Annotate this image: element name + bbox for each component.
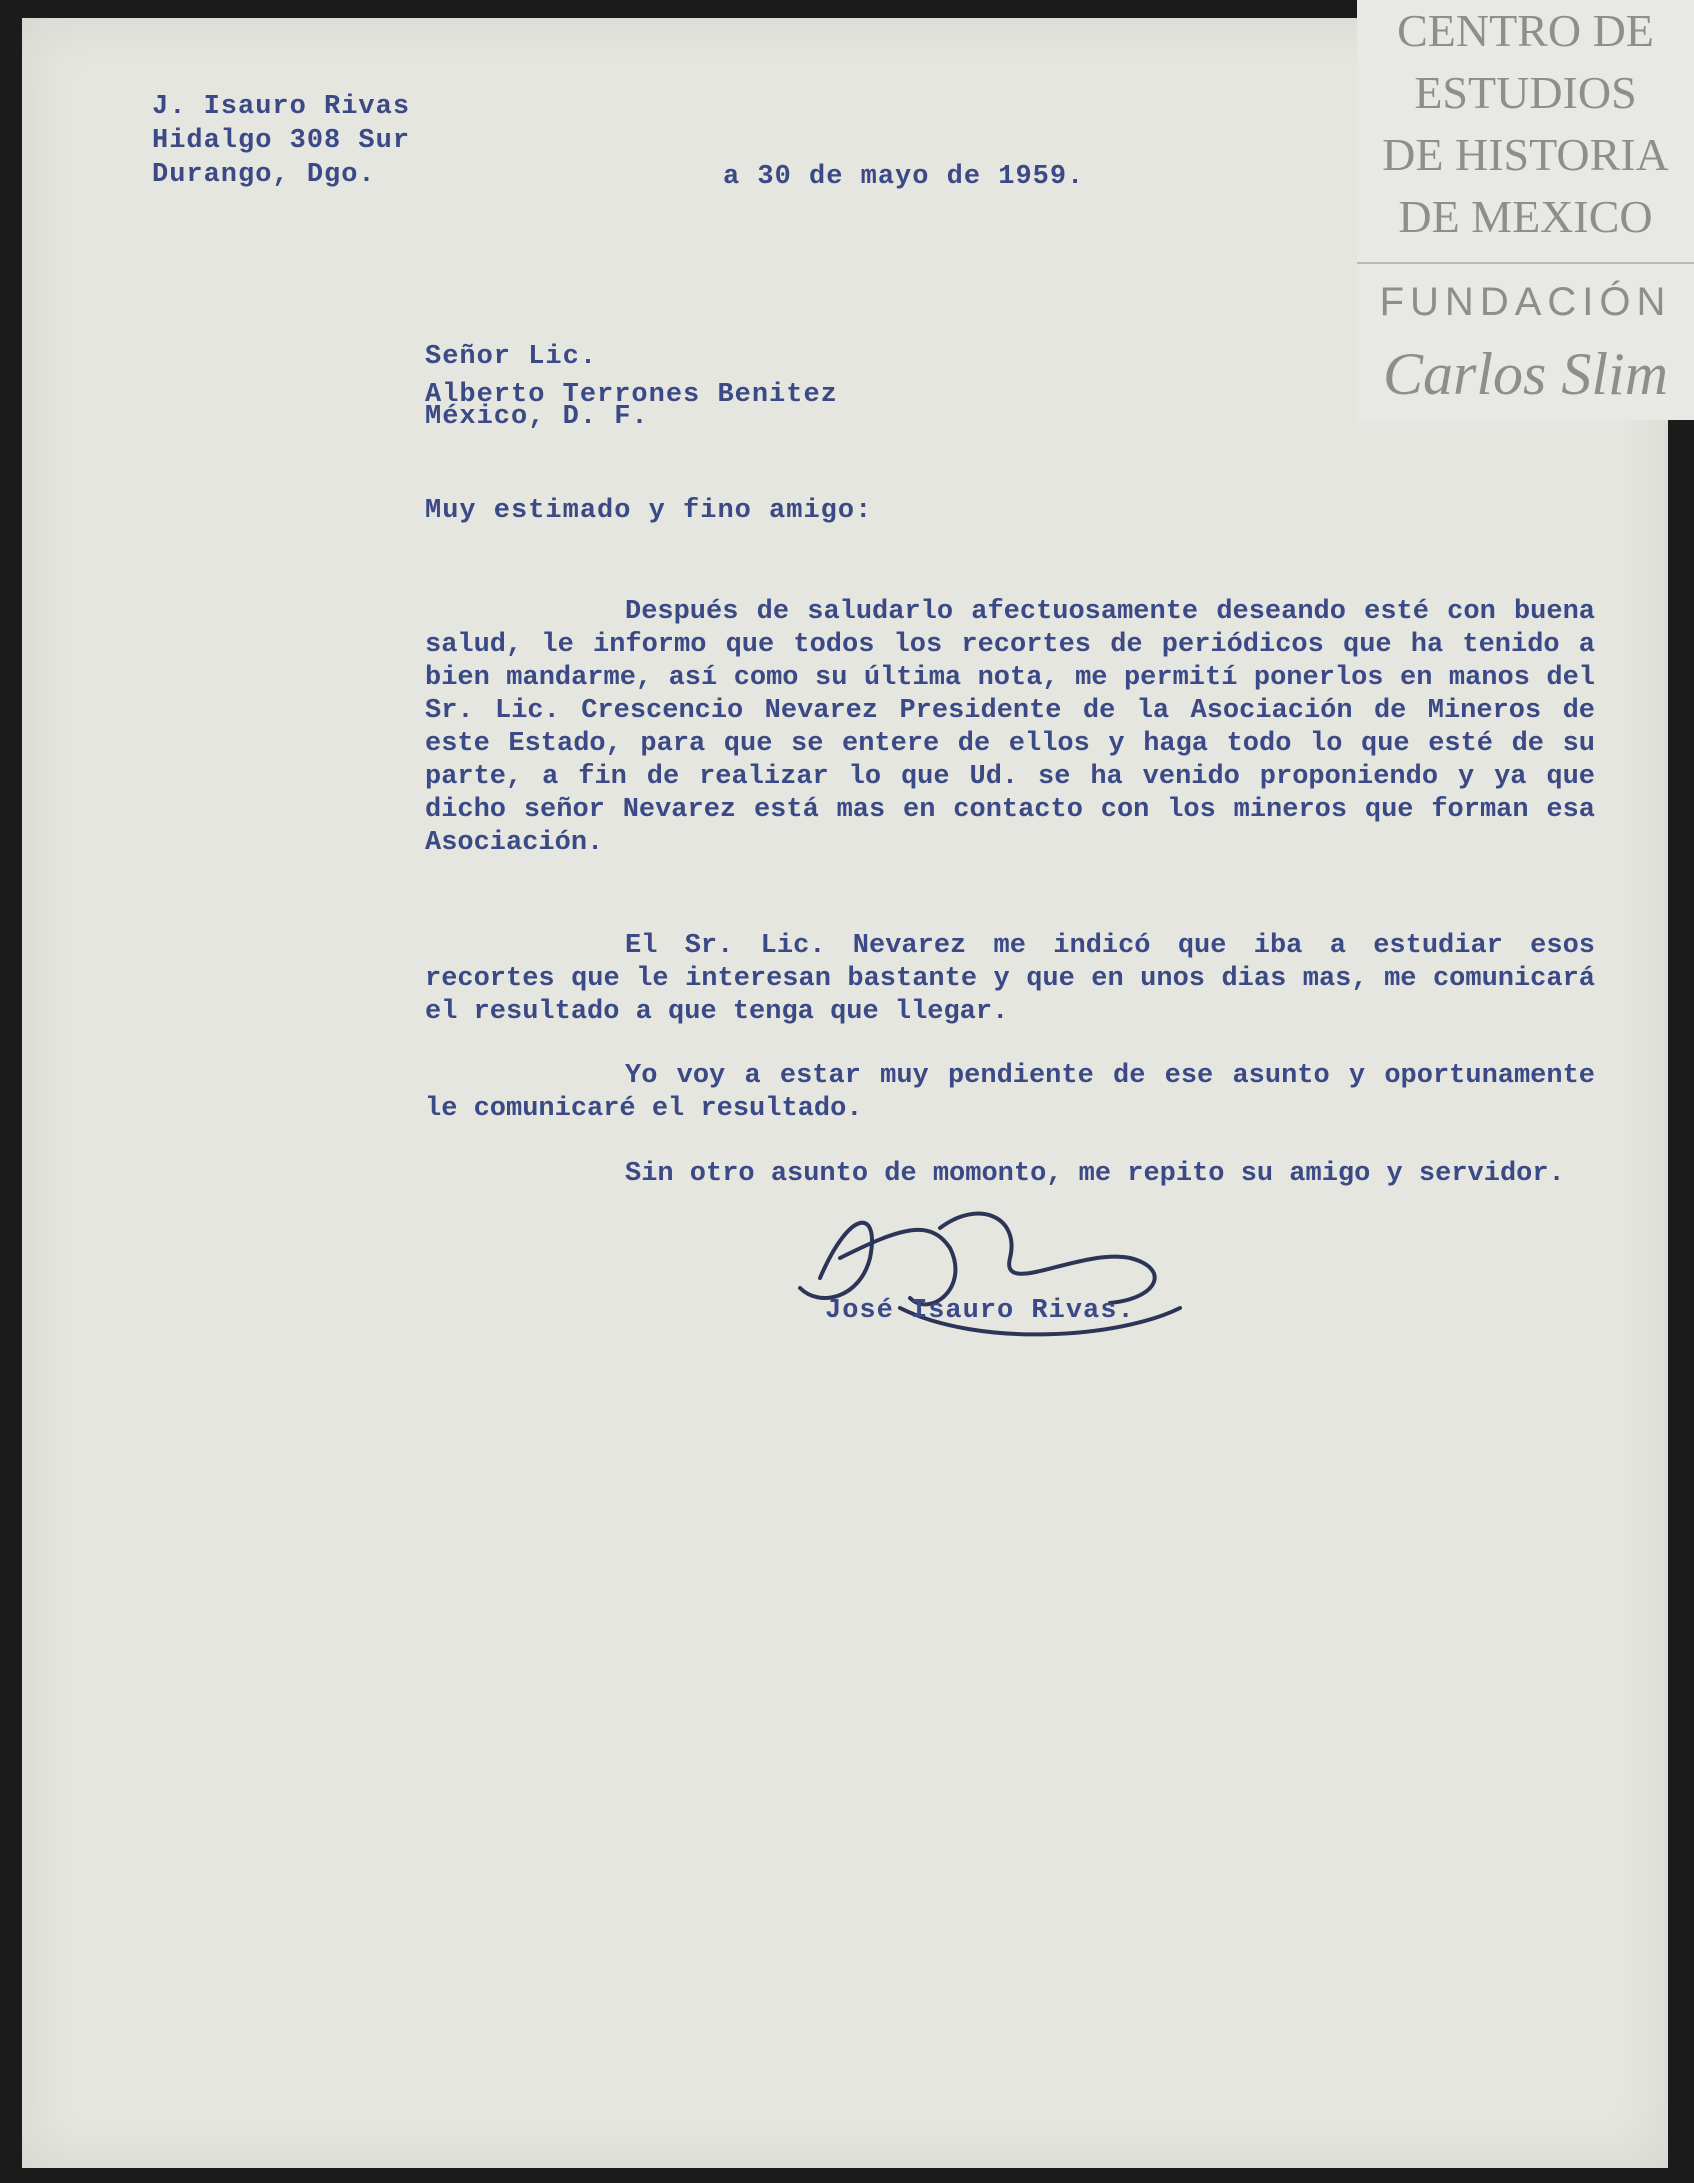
stamp-divider [1357, 262, 1694, 264]
sender-name: J. Isauro Rivas [152, 92, 411, 122]
body-paragraph-4: Sin otro asunto de momonto, me repito su amigo y servidor. [625, 1159, 1565, 1189]
stamp-line-3: DE HISTORIA [1382, 129, 1669, 180]
sender-address: Hidalgo 308 Sur [152, 126, 411, 156]
stamp-line-2: ESTUDIOS [1414, 67, 1637, 118]
stamp-name: Carlos Slim [1382, 341, 1669, 407]
recipient-title: Señor Lic. [425, 342, 598, 372]
body-paragraph-2: El Sr. Lic. Nevarez me indicó que iba a estudiar esos recortes que le interesan bastante y que en unos dias mas, me comunicará el resultado a que tenga que llegar. [425, 931, 1595, 1027]
recipient-city: México, D. F. [425, 402, 649, 432]
stamp-foundation: FUNDACIÓN [1379, 280, 1672, 324]
body-paragraph-1: Después de saludarlo afectuosamente deseando esté con buena salud, le informo que todos los recortes de periódicos que ha tenido a bien mandarme, así como su última nota, me permití ponerlos en manos del Sr. Lic. Crescencio Nevarez Presidente de la Asociación de Mineros de este Estado, para que se entere de ellos y haga todo lo que esté de su parte, a fin de realizar lo que Ud. se ha venido proponiendo y ya que dicho señor Nevarez está mas en contacto con los mineros que forman esa Asociación. [425, 597, 1595, 858]
archive-stamp [1357, 0, 1694, 420]
signature-name: José Isauro Rivas. [825, 1296, 1135, 1326]
sender-city: Durango, Dgo. [152, 160, 376, 190]
stamp-line-1: CENTRO DE [1397, 5, 1654, 56]
body-paragraph-3: Yo voy a estar muy pendiente de ese asunto y oportunamente le comunicaré el resultado. [425, 1061, 1595, 1124]
letter-date: a 30 de mayo de 1959. [723, 162, 1085, 192]
salutation: Muy estimado y fino amigo: [425, 496, 873, 526]
recipient-name: Alberto Terrones Benitez [425, 380, 838, 410]
stamp-line-4: DE MEXICO [1398, 191, 1653, 242]
